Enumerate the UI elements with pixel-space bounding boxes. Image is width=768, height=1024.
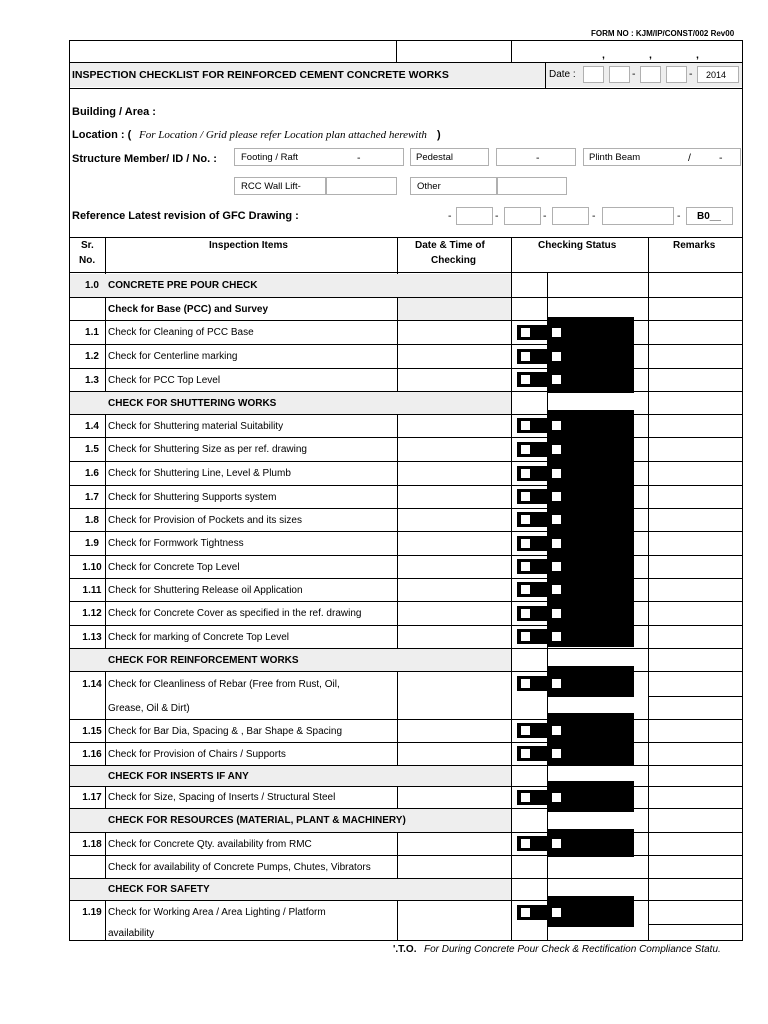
- row-divider: [69, 765, 743, 766]
- status-checkbox-yes[interactable]: [521, 352, 530, 361]
- gfc-revision-value: B0__: [697, 211, 721, 222]
- row-divider: [69, 900, 743, 901]
- row-sr-number: 1.10: [82, 562, 102, 573]
- row-inspection-item: Check for Cleanliness of Rebar (Free from Rust, Oil,: [108, 679, 340, 690]
- row-sr-number: 1.14: [82, 679, 102, 690]
- header-comma-2: ,: [649, 49, 652, 61]
- gfc-dash-2: -: [495, 210, 499, 222]
- row-divider: [69, 786, 743, 787]
- row-sr-number: 1.15: [82, 726, 102, 737]
- status-checkbox-yes[interactable]: [521, 539, 530, 548]
- status-filled-block: [548, 713, 634, 766]
- status-checkbox-no[interactable]: [552, 492, 561, 501]
- footing-raft-label: Footing / Raft: [241, 152, 299, 163]
- status-checkbox-yes[interactable]: [521, 749, 530, 758]
- row-inspection-item: Check for Provision of Chairs / Supports: [108, 749, 286, 760]
- row-inspection-item: Check for marking of Concrete Top Level: [108, 632, 290, 643]
- header-inspection-items: Inspection Items: [209, 240, 288, 251]
- row-inspection-item: Grease, Oil & Dirt): [108, 703, 190, 714]
- gfc-drawing-label: Reference Latest revision of GFC Drawing :: [72, 210, 299, 222]
- row-sr-number: 1.11: [82, 585, 102, 596]
- row-inspection-item: Check for Shuttering Supports system: [108, 492, 277, 503]
- location-label: Location : (: [72, 129, 132, 141]
- row-divider: [648, 924, 743, 925]
- row-divider: [69, 855, 743, 856]
- row-divider: [69, 625, 743, 626]
- status-checkbox-no[interactable]: [552, 749, 561, 758]
- date-sep-1: -: [632, 68, 636, 80]
- section-row-bg: [398, 298, 511, 320]
- status-checkbox-yes[interactable]: [521, 632, 530, 641]
- row-inspection-item: CHECK FOR SHUTTERING WORKS: [108, 398, 277, 409]
- row-sr-number: 1.8: [85, 515, 99, 526]
- other-label: Other: [417, 181, 441, 192]
- row-inspection-item: Check for Formwork Tightness: [108, 538, 244, 549]
- row-inspection-item: CHECK FOR SAFETY: [108, 884, 210, 895]
- row-inspection-item: Check for Size, Spacing of Inserts / Structural Steel: [108, 792, 336, 803]
- row-sr-number: 1.7: [85, 492, 99, 503]
- rcc-wall-field[interactable]: [326, 177, 397, 195]
- row-inspection-item: CHECK FOR REINFORCEMENT WORKS: [108, 655, 299, 666]
- row-divider: [648, 696, 743, 697]
- gfc-field-3[interactable]: [552, 207, 589, 225]
- row-divider: [69, 414, 743, 415]
- row-divider: [69, 601, 743, 602]
- status-checkbox-no[interactable]: [552, 726, 561, 735]
- row-inspection-item: Check for Working Area / Area Lighting / Platform: [108, 907, 326, 918]
- date-sep-2: -: [689, 68, 693, 80]
- status-checkbox-yes[interactable]: [521, 375, 530, 384]
- row-sr-number: 1.6: [85, 468, 99, 479]
- status-checkbox-no[interactable]: [552, 375, 561, 384]
- row-inspection-item: Check for Centerline marking: [108, 351, 238, 362]
- location-close: ): [437, 129, 441, 141]
- header-checking: Checking: [431, 255, 477, 266]
- row-inspection-item: Check for PCC Top Level: [108, 375, 221, 386]
- status-checkbox-no[interactable]: [552, 609, 561, 618]
- row-inspection-item: Check for Cleaning of PCC Base: [108, 327, 254, 338]
- status-checkbox-yes[interactable]: [521, 421, 530, 430]
- row-inspection-item: Check for availability of Concrete Pumps, Chutes, Vibrators: [108, 862, 371, 873]
- plinth-slash: /: [688, 152, 691, 164]
- building-area-label: Building / Area :: [72, 106, 156, 118]
- row-divider: [69, 485, 743, 486]
- row-inspection-item: CONCRETE PRE POUR CHECK: [108, 280, 258, 291]
- footing-dash: -: [357, 152, 361, 164]
- header-remarks: Remarks: [673, 240, 716, 251]
- row-sr-number: 1.1: [85, 327, 99, 338]
- status-checkbox-no[interactable]: [552, 445, 561, 454]
- row-inspection-item: Check for Shuttering Line, Level & Plumb: [108, 468, 291, 479]
- gfc-field-4[interactable]: [602, 207, 674, 225]
- header-comma-3: ,: [696, 49, 699, 61]
- row-divider: [69, 508, 743, 509]
- header-date-time: Date & Time of: [415, 240, 485, 251]
- row-inspection-item: Check for Shuttering Size as per ref. drawing: [108, 444, 307, 455]
- date-day-1[interactable]: [583, 66, 604, 83]
- row-divider: [69, 297, 743, 298]
- status-checkbox-yes[interactable]: [521, 515, 530, 524]
- gfc-dash-5: -: [677, 210, 681, 222]
- date-day-2[interactable]: [609, 66, 630, 83]
- row-inspection-item: Check for Concrete Cover as specified in the ref. drawing: [108, 608, 362, 619]
- pto-label: '.T.O.: [393, 944, 417, 955]
- date-year-value: 2014: [706, 70, 727, 80]
- status-checkbox-no[interactable]: [552, 515, 561, 524]
- status-checkbox-yes[interactable]: [521, 609, 530, 618]
- row-sr-number: 1.19: [82, 907, 102, 918]
- status-checkbox-yes[interactable]: [521, 839, 530, 848]
- row-sr-number: 1.0: [85, 280, 99, 291]
- row-divider: [69, 578, 743, 579]
- other-field[interactable]: [497, 177, 567, 195]
- row-sr-number: 1.12: [82, 608, 102, 619]
- row-divider: [69, 437, 743, 438]
- row-inspection-item: Check for Shuttering Release oil Application: [108, 585, 303, 596]
- row-sr-number: 1.4: [85, 421, 99, 432]
- status-checkbox-yes[interactable]: [521, 585, 530, 594]
- gfc-dash-3: -: [543, 210, 547, 222]
- row-divider: [69, 391, 743, 392]
- status-checkbox-no[interactable]: [552, 839, 561, 848]
- status-checkbox-yes[interactable]: [521, 793, 530, 802]
- gfc-field-2[interactable]: [504, 207, 541, 225]
- status-checkbox-yes[interactable]: [521, 726, 530, 735]
- status-checkbox-yes[interactable]: [521, 469, 530, 478]
- header-no: No.: [79, 255, 96, 266]
- row-sr-number: 1.13: [82, 632, 102, 643]
- row-divider: [69, 461, 743, 462]
- header-checking-status: Checking Status: [538, 240, 617, 251]
- row-sr-number: 1.16: [82, 749, 102, 760]
- gfc-field-1[interactable]: [456, 207, 493, 225]
- row-inspection-item: availability: [108, 928, 155, 939]
- status-checkbox-no[interactable]: [552, 539, 561, 548]
- pedestal-dash: -: [536, 152, 540, 164]
- status-checkbox-no[interactable]: [552, 469, 561, 478]
- row-divider: [69, 719, 743, 720]
- row-inspection-item: CHECK FOR INSERTS IF ANY: [108, 771, 249, 782]
- status-checkbox-yes[interactable]: [521, 328, 530, 337]
- structure-member-label: Structure Member/ ID / No. :: [72, 153, 217, 165]
- row-sr-number: 1.17: [82, 792, 102, 803]
- row-divider: [69, 320, 743, 321]
- plinth-beam-label: Plinth Beam: [589, 152, 641, 163]
- location-note: For Location / Grid please refer Location plan attached herewith: [139, 129, 427, 141]
- row-inspection-item: CHECK FOR RESOURCES (MATERIAL, PLANT & MACHINERY): [108, 815, 406, 826]
- status-checkbox-no[interactable]: [552, 908, 561, 917]
- status-checkbox-no[interactable]: [552, 632, 561, 641]
- row-divider: [69, 368, 743, 369]
- row-divider: [69, 671, 743, 672]
- status-checkbox-yes[interactable]: [521, 445, 530, 454]
- date-month-2[interactable]: [666, 66, 687, 83]
- status-checkbox-yes[interactable]: [521, 562, 530, 571]
- gfc-dash-4: -: [592, 210, 596, 222]
- row-divider: [69, 648, 743, 649]
- status-checkbox-no[interactable]: [552, 679, 561, 688]
- pedestal-label: Pedestal: [416, 152, 453, 163]
- row-inspection-item: Check for Concrete Top Level: [108, 562, 240, 573]
- row-sr-number: 1.18: [82, 839, 102, 850]
- row-divider: [69, 878, 743, 879]
- status-checkbox-yes[interactable]: [521, 908, 530, 917]
- header-sr: Sr.: [81, 240, 94, 251]
- form-number: FORM NO : KJM/IP/CONST/002 Rev00: [591, 29, 735, 38]
- status-checkbox-no[interactable]: [552, 421, 561, 430]
- row-divider: [69, 742, 743, 743]
- status-checkbox-yes[interactable]: [521, 679, 530, 688]
- row-divider: [69, 531, 743, 532]
- date-label: Date :: [549, 69, 576, 80]
- row-inspection-item: Check for Bar Dia, Spacing & , Bar Shape & Spacing: [108, 726, 343, 737]
- plinth-dash: -: [719, 152, 723, 164]
- page-title: INSPECTION CHECKLIST FOR REINFORCED CEMENT CONCRETE WORKS: [72, 69, 449, 81]
- status-checkbox-yes[interactable]: [521, 492, 530, 501]
- date-month-1[interactable]: [640, 66, 661, 83]
- row-divider: [69, 344, 743, 345]
- status-checkbox-no[interactable]: [552, 585, 561, 594]
- row-inspection-item: Check for Provision of Pockets and its sizes: [108, 515, 302, 526]
- footer-note: For During Concrete Pour Check & Rectification Compliance Statu.: [424, 944, 721, 955]
- row-inspection-item: Check for Shuttering material Suitability: [108, 421, 284, 432]
- row-sr-number: 1.5: [85, 444, 99, 455]
- row-divider: [69, 832, 743, 833]
- gfc-dash-1: -: [448, 210, 452, 222]
- status-checkbox-no[interactable]: [552, 352, 561, 361]
- row-sr-number: 1.9: [85, 538, 99, 549]
- header-comma-1: ,: [602, 49, 605, 61]
- rcc-wall-label: RCC Wall Lift-: [241, 181, 301, 192]
- status-checkbox-no[interactable]: [552, 328, 561, 337]
- status-checkbox-no[interactable]: [552, 562, 561, 571]
- row-divider: [69, 555, 743, 556]
- row-sr-number: 1.2: [85, 351, 99, 362]
- row-sr-number: 1.3: [85, 375, 99, 386]
- row-inspection-item: Check for Concrete Qty. availability from RMC: [108, 839, 312, 850]
- row-divider: [69, 808, 743, 809]
- status-checkbox-no[interactable]: [552, 793, 561, 802]
- row-inspection-item: Check for Base (PCC) and Survey: [108, 304, 269, 315]
